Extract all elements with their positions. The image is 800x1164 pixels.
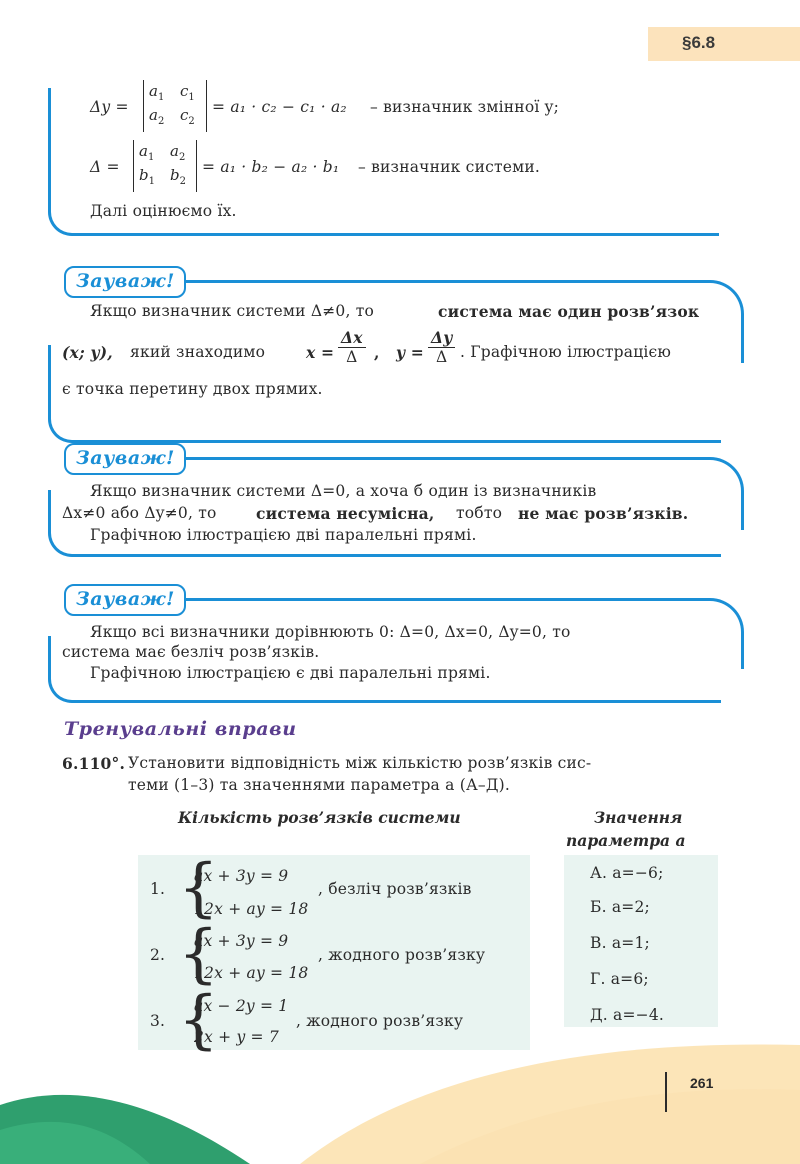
note-3-line1: Якщо всі визначники дорівнюють 0: Δ=0, Δx=0, Δy=0, то <box>90 623 571 641</box>
column-left-header: Кількість розв’язків системи <box>178 808 461 827</box>
note-2-label-text: Зауваж! <box>76 447 175 469</box>
system-3-eq2: 2x + y = 7 <box>194 1028 279 1046</box>
system-1-eq2: 12x + ay = 18 <box>194 900 309 918</box>
system-3-description: , жодного розв’язку <box>296 1012 464 1030</box>
note-1-y-fraction: $\frac{\Delta y}{\Delta}$ <box>428 328 455 366</box>
system-2-eq2: 12x + ay = 18 <box>194 964 309 982</box>
system-2-description: , жодного розв’язку <box>318 946 486 964</box>
dy-determinant: $a_1$ $c_1$ $a_2$ $c_2$ <box>143 80 207 132</box>
page-number: 261 <box>690 1075 714 1091</box>
note-3-label <box>64 584 186 616</box>
d-description: – визначник системи. <box>358 158 541 176</box>
note-2-line2a: Δx≠0 або Δy≠0, то <box>62 504 217 522</box>
exercises-heading: Тренувальні вправи <box>64 718 297 740</box>
exercise-text-1: Установити відповідність між кількістю розв’язків сис- <box>128 754 592 772</box>
section-tab-label: §6.8 <box>682 33 716 52</box>
note-2-line2b: система несумісна, <box>256 504 435 523</box>
note-2-line3: Графічною ілюстрацією дві паралельні прямі. <box>90 526 477 544</box>
system-1-eq1: ax + 3y = 9 <box>194 867 289 885</box>
note-3-line3: Графічною ілюстрацією є дві паралельні прямі. <box>90 664 491 682</box>
note-3-line2: система має безліч розв’язків. <box>62 643 320 661</box>
note-1-line1b: система має один розв’язок <box>438 302 700 321</box>
exercise-text-2: теми (1–3) та значеннями параметра a (А–Д). <box>128 776 511 794</box>
dy-label: Δy = <box>90 98 129 116</box>
note-2-label <box>64 443 186 475</box>
page-number-rule <box>665 1072 667 1112</box>
note-2-bottom-border <box>48 490 721 557</box>
note-1-line2b: який знаходимо <box>130 343 266 361</box>
top-block-closing: Далі оцінюємо їх. <box>90 202 237 220</box>
d-label: Δ = <box>90 158 120 176</box>
system-2-brace: { <box>178 917 219 991</box>
note-1-label-text: Зауваж! <box>76 270 175 292</box>
dy-description: – визначник змінної y; <box>370 98 560 116</box>
column-right-header-1: Значення <box>594 808 683 827</box>
option-a: А. a=−6; <box>590 864 664 882</box>
dy-formula: = a₁ · c₂ − c₁ · a₂ <box>212 98 347 116</box>
option-g: Г. a=6; <box>590 970 649 988</box>
system-3-number: 3. <box>150 1012 166 1030</box>
system-3-eq1: ax − 2y = 1 <box>194 997 289 1015</box>
note-1-x-eq: x = <box>306 343 335 362</box>
system-1-description: , безліч розв’язків <box>318 880 472 898</box>
exercise-number: 6.110°. <box>62 754 126 773</box>
system-1-brace: { <box>178 851 219 925</box>
note-3-label-text: Зауваж! <box>76 588 175 610</box>
note-2-line2d: не має розв’язків. <box>518 504 689 523</box>
system-2-number: 2. <box>150 946 166 964</box>
note-1-line1a: Якщо визначник системи Δ≠0, то <box>90 302 375 320</box>
option-b: Б. a=2; <box>590 898 650 916</box>
option-d: Д. a=−4. <box>590 1006 665 1024</box>
note-1-line2c: . Графічною ілюстрацією <box>460 343 672 361</box>
note-1-y-eq: y = <box>396 343 424 362</box>
note-1-line3: є точка перетину двох прямих. <box>62 380 323 398</box>
system-1-number: 1. <box>150 880 166 898</box>
d-formula: = a₁ · b₂ − a₂ · b₁ <box>202 158 340 176</box>
note-1-label <box>64 266 186 298</box>
note-2-line1: Якщо визначник системи Δ=0, а хоча б один із визначників <box>90 482 597 500</box>
note-1-line2a: (x; y), <box>62 343 113 362</box>
system-3-brace: { <box>178 983 219 1057</box>
column-right-header-2: параметра a <box>566 831 686 850</box>
d-determinant: $a_1$ $a_2$ $b_1$ $b_2$ <box>133 140 197 192</box>
note-2-line2c: тобто <box>456 504 503 522</box>
system-2-eq1: ax + 3y = 9 <box>194 932 289 950</box>
option-v: В. a=1; <box>590 934 650 952</box>
note-1-x-fraction: $\frac{\Delta x}{\Delta}$ <box>338 328 366 366</box>
section-tab <box>648 27 800 61</box>
